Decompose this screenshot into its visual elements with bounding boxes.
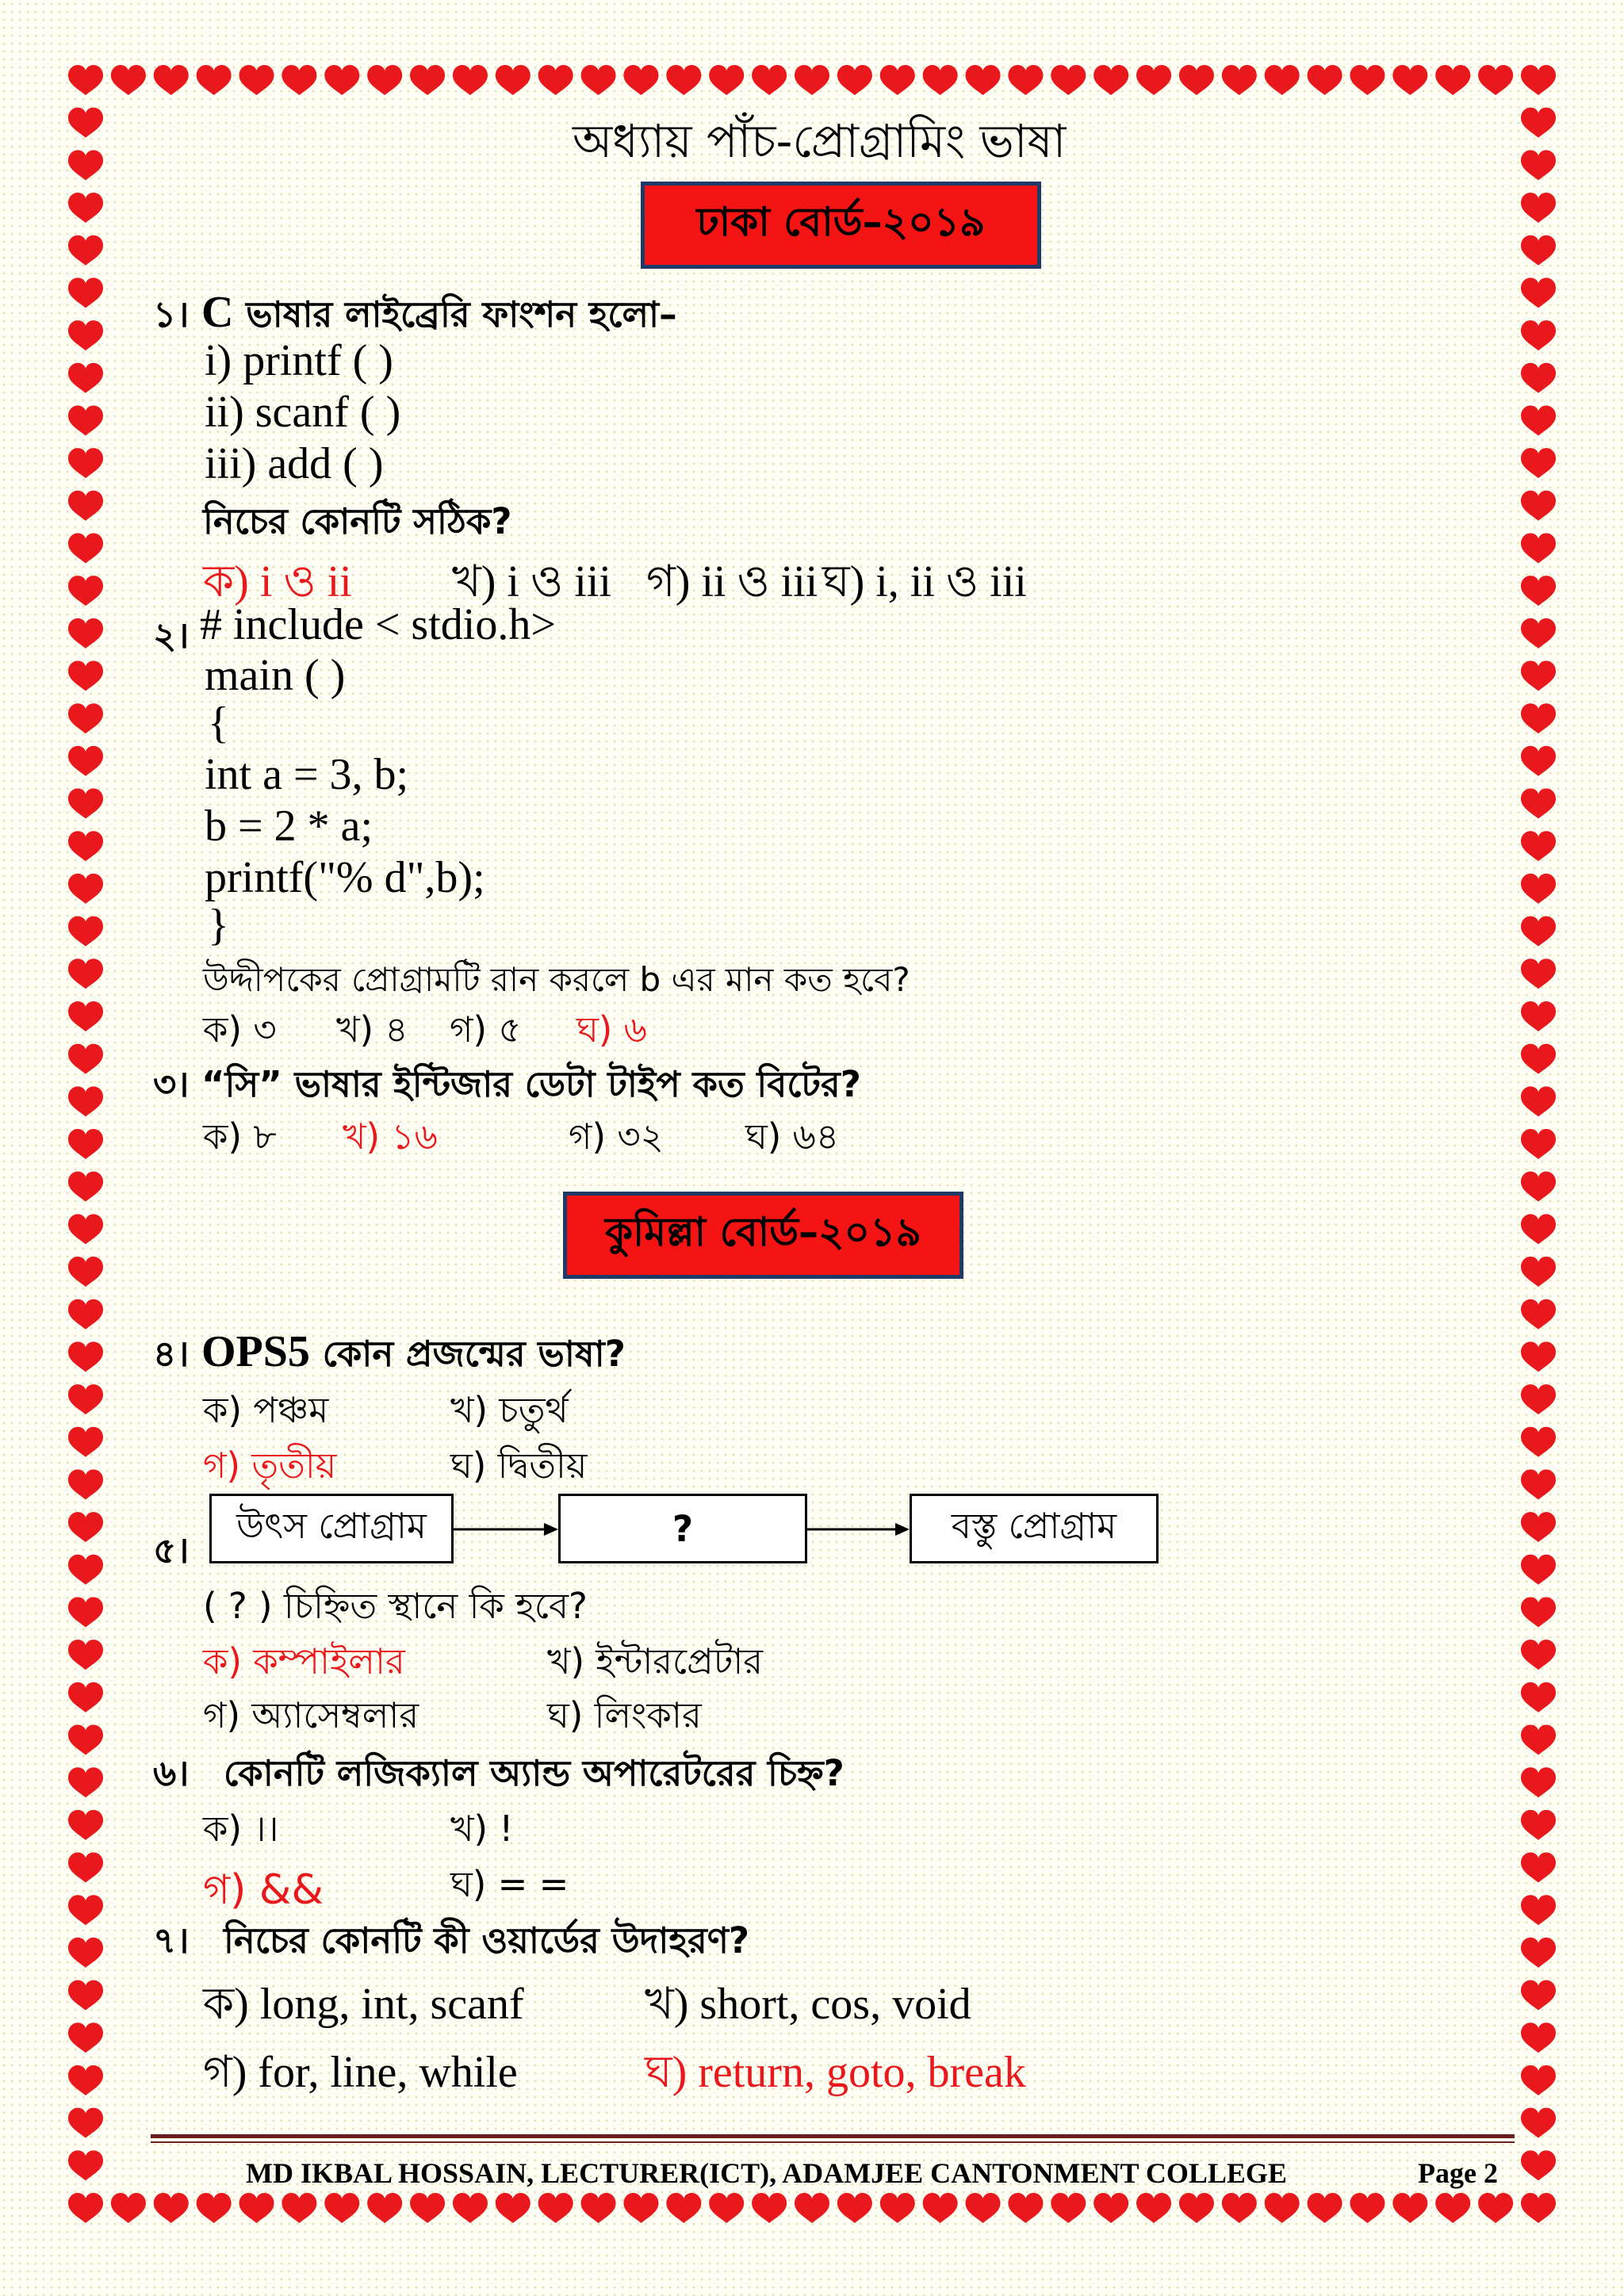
q5-option-c: গ) অ্যাসেম্বলার — [203, 1694, 419, 1736]
heart-icon — [752, 2193, 787, 2223]
heart-icon — [68, 1469, 103, 1499]
heart-icon — [1521, 533, 1556, 563]
heart-icon — [795, 2193, 829, 2223]
heart-icon — [1265, 2193, 1300, 2223]
heart-icon — [68, 1299, 103, 1330]
q7-option-a: ক) long, int, scanf — [203, 1980, 524, 2029]
heart-icon — [68, 320, 103, 350]
heart-icon — [68, 661, 103, 691]
heart-icon — [68, 746, 103, 776]
heart-icon — [1521, 1257, 1556, 1287]
heart-icon — [282, 65, 316, 95]
heart-icon — [1521, 1384, 1556, 1414]
q3-number: ৩। — [153, 1063, 190, 1105]
q1-option-d: ঘ) i, ii ও iii — [822, 557, 1027, 607]
heart-icon — [1521, 1001, 1556, 1031]
heart-icon — [68, 1341, 103, 1372]
heart-icon — [1392, 2193, 1427, 2223]
heart-icon — [1521, 1938, 1556, 1968]
heart-icon — [1435, 65, 1470, 95]
heart-icon — [581, 2193, 616, 2223]
heart-icon — [1521, 1214, 1556, 1244]
heart-icon — [1136, 65, 1171, 95]
q4-text: কোন প্রজন্মের ভাষা? — [322, 1333, 626, 1375]
heart-icon — [1521, 235, 1556, 266]
heart-icon — [1521, 1853, 1556, 1883]
heart-icon — [1222, 2193, 1257, 2223]
heart-icon — [1521, 150, 1556, 180]
q1-item: iii) add ( ) — [205, 439, 384, 488]
heart-icon — [1094, 2193, 1128, 2223]
heart-icon — [68, 2108, 103, 2138]
q1-latin: C — [201, 288, 234, 337]
q2-code-line: main ( ) — [205, 651, 346, 700]
heart-icon — [68, 1640, 103, 1670]
heart-icon — [68, 1597, 103, 1627]
q4-number: ৪। — [153, 1333, 190, 1375]
heart-icon — [1521, 789, 1556, 819]
heart-icon — [1179, 65, 1214, 95]
q6-text: কোনটি লজিক্যাল অ্যান্ড অপারেটরের চিহ্ন? — [224, 1752, 845, 1794]
heart-icon — [154, 65, 189, 95]
heart-icon — [837, 2193, 872, 2223]
heart-icon — [1521, 703, 1556, 733]
heart-icon — [1350, 65, 1385, 95]
heart-icon — [111, 65, 146, 95]
heart-icon — [538, 65, 573, 95]
q1-item: i) printf ( ) — [205, 336, 393, 385]
heart-icon — [1521, 277, 1556, 308]
heart-icon — [367, 65, 402, 95]
q7-option-c: গ) for, line, while — [203, 2048, 518, 2097]
q4-option-c: গ) তৃতীয় — [203, 1445, 337, 1487]
q5-option-b: খ) ইন্টারপ্রেটার — [547, 1640, 764, 1682]
heart-icon — [1008, 65, 1043, 95]
heart-icon — [68, 1086, 103, 1116]
heart-icon — [68, 916, 103, 947]
heart-icon — [623, 2193, 658, 2223]
heart-icon — [154, 2193, 189, 2223]
heart-icon — [68, 789, 103, 819]
q5-question: ( ? ) চিহ্নিত স্থানে কি হবে? — [203, 1585, 588, 1627]
q2-code-line: { — [208, 698, 229, 748]
heart-icon — [197, 65, 232, 95]
q4-option-a: ক) পঞ্চম — [203, 1389, 329, 1431]
heart-icon — [68, 703, 103, 733]
heart-icon — [1521, 1810, 1556, 1840]
heart-icon — [68, 2022, 103, 2053]
heart-icon — [68, 1725, 103, 1755]
heart-icon — [324, 65, 359, 95]
heart-icon — [68, 363, 103, 393]
heart-icon — [1136, 2193, 1171, 2223]
q6-number: ৬। — [153, 1752, 190, 1794]
heart-icon — [1521, 1469, 1556, 1499]
heart-icon — [966, 65, 1001, 95]
heart-icon — [1521, 2193, 1556, 2223]
heart-icon — [68, 1938, 103, 1968]
q4-option-b: খ) চতুর্থ — [450, 1389, 569, 1431]
diagram-object-box: বস্তু প্রোগ্রাম — [910, 1494, 1159, 1563]
heart-icon — [1478, 65, 1513, 95]
heart-icon — [1521, 618, 1556, 649]
heart-icon — [1521, 1725, 1556, 1755]
heart-icon — [68, 2065, 103, 2095]
heart-icon — [1521, 1640, 1556, 1670]
heart-icon — [68, 108, 103, 138]
heart-icon — [68, 618, 103, 649]
heart-icon — [1521, 1299, 1556, 1330]
heart-icon — [1521, 108, 1556, 138]
footer-author: MD IKBAL HOSSAIN, LECTURER(ICT), ADAMJEE CANTONMENT COLLEGE — [246, 2157, 1287, 2189]
heart-icon — [68, 405, 103, 435]
heart-icon — [68, 448, 103, 478]
heart-icon — [1521, 959, 1556, 989]
q5-number: ৫। — [153, 1529, 190, 1571]
heart-icon — [68, 1555, 103, 1585]
heart-icon — [1521, 2108, 1556, 2138]
heart-icon — [1521, 405, 1556, 435]
heart-icon — [68, 1044, 103, 1074]
heart-icon — [68, 277, 103, 308]
heart-icon — [111, 2193, 146, 2223]
heart-icon — [68, 1512, 103, 1542]
q7-text: নিচের কোনটি কী ওয়ার্ডের উদাহরণ? — [224, 1919, 750, 1961]
q5-option-a: ক) কম্পাইলার — [203, 1640, 405, 1682]
q2-option-b: খ) ৪ — [336, 1008, 408, 1050]
heart-icon — [1179, 2193, 1214, 2223]
heart-icon — [68, 959, 103, 989]
q7-option-b: খ) short, cos, void — [645, 1980, 971, 2029]
heart-icon — [68, 491, 103, 521]
heart-icon — [1308, 65, 1342, 95]
heart-icon — [68, 1001, 103, 1031]
heart-icon — [68, 1810, 103, 1840]
heart-icon — [68, 1980, 103, 2011]
heart-icon — [923, 2193, 958, 2223]
heart-icon — [68, 1767, 103, 1797]
footer-rule-thin — [151, 2141, 1515, 2143]
q6-option-c: গ) && — [203, 1866, 324, 1914]
heart-icon — [68, 831, 103, 861]
q3-heading — [153, 1058, 861, 1117]
q7-heading — [153, 1914, 749, 1973]
q2-number: ২। — [153, 614, 190, 656]
heart-icon — [239, 2193, 274, 2223]
q2-question: উদ্দীপকের প্রোগ্রামটি রান করলে b এর মান কত হবে? — [203, 960, 910, 999]
heart-icon — [1521, 1044, 1556, 1074]
heart-icon — [1521, 831, 1556, 861]
heart-icon — [453, 65, 488, 95]
heart-icon — [1521, 1427, 1556, 1457]
heart-icon — [1521, 1597, 1556, 1627]
heart-icon — [837, 65, 872, 95]
heart-icon — [1222, 65, 1257, 95]
q1-prompt: নিচের কোনটি সঠিক? — [203, 500, 512, 542]
heart-icon — [68, 576, 103, 606]
heart-icon — [68, 65, 103, 95]
heart-icon — [1521, 363, 1556, 393]
heart-icon — [1521, 1895, 1556, 1925]
heart-icon — [68, 533, 103, 563]
heart-icon — [880, 65, 915, 95]
q3-option-d: ঘ) ৬৪ — [745, 1115, 840, 1158]
q7-option-d: ঘ) return, goto, break — [645, 2048, 1026, 2097]
arrow-right-icon — [454, 1517, 558, 1541]
q2-code-line: # include < stdio.h> — [200, 600, 556, 649]
heart-icon — [410, 65, 445, 95]
heart-icon — [1521, 661, 1556, 691]
heart-icon — [538, 2193, 573, 2223]
q2-code-line: } — [208, 901, 229, 950]
heart-icon — [68, 193, 103, 223]
chapter-title: অধ্যায় পাঁচ-প্রোগ্রামিং ভাষা — [573, 114, 1067, 168]
q3-option-c: গ) ৩২ — [569, 1115, 664, 1158]
heart-icon — [453, 2193, 488, 2223]
heart-icon — [709, 2193, 744, 2223]
heart-icon — [1521, 1555, 1556, 1585]
heart-icon — [324, 2193, 359, 2223]
q4-latin: OPS5 — [201, 1327, 310, 1376]
heart-icon — [68, 1129, 103, 1159]
heart-icon — [880, 2193, 915, 2223]
heart-icon — [1350, 2193, 1385, 2223]
heart-icon — [1265, 65, 1300, 95]
q4-option-d: ঘ) দ্বিতীয় — [450, 1445, 588, 1487]
heart-icon — [68, 1214, 103, 1244]
q1-option-a: ক) i ও ii — [203, 557, 352, 607]
heart-icon — [752, 65, 787, 95]
diagram-unknown-box: ? — [558, 1494, 807, 1563]
q1-option-c: গ) ii ও iii — [646, 557, 818, 607]
heart-icon — [1051, 2193, 1086, 2223]
heart-icon — [68, 1682, 103, 1712]
heart-icon — [1435, 2193, 1470, 2223]
heart-icon — [623, 65, 658, 95]
q1-text: ভাষার লাইব্রেরি ফাংশন হলো– — [246, 293, 677, 335]
q7-number: ৭। — [153, 1919, 190, 1961]
footer-page-number: Page 2 — [1418, 2157, 1498, 2189]
q2-option-c: গ) ৫ — [450, 1008, 522, 1050]
heart-icon — [1521, 916, 1556, 947]
heart-icon — [1051, 65, 1086, 95]
heart-icon — [666, 2193, 701, 2223]
heart-icon — [1008, 2193, 1043, 2223]
heart-icon — [1521, 1172, 1556, 1202]
heart-icon — [282, 2193, 316, 2223]
heart-icon — [68, 1172, 103, 1202]
heart-icon — [1521, 1767, 1556, 1797]
heart-icon — [709, 65, 744, 95]
heart-icon — [496, 65, 530, 95]
heart-icon — [1521, 1086, 1556, 1116]
heart-icon — [1521, 491, 1556, 521]
heart-icon — [966, 2193, 1001, 2223]
q2-option-a: ক) ৩ — [203, 1008, 277, 1050]
diagram-source-box: উৎস প্রোগ্রাম — [209, 1494, 454, 1563]
heart-icon — [367, 2193, 402, 2223]
board-banner-cumilla: কুমিল্লা বোর্ড–২০১৯ — [563, 1192, 963, 1279]
heart-icon — [68, 874, 103, 904]
heart-icon — [666, 65, 701, 95]
q2-code-line: int a = 3, b; — [205, 750, 409, 799]
heart-icon — [1521, 1129, 1556, 1159]
heart-icon — [1094, 65, 1128, 95]
heart-icon — [1521, 1980, 1556, 2011]
footer-rule — [151, 2134, 1515, 2138]
heart-icon — [68, 2193, 103, 2223]
heart-icon — [68, 1384, 103, 1414]
heart-icon — [410, 2193, 445, 2223]
q2-code-line: printf("% d",b); — [205, 853, 485, 902]
q6-option-d: ঘ) = = — [450, 1863, 569, 1905]
q2-option-d: ঘ) ৬ — [576, 1008, 647, 1050]
heart-icon — [1521, 448, 1556, 478]
heart-icon — [1521, 576, 1556, 606]
heart-icon — [1521, 874, 1556, 904]
q6-option-b: খ) ! — [450, 1808, 514, 1850]
heart-icon — [1521, 746, 1556, 776]
heart-icon — [1521, 193, 1556, 223]
q3-text: “সি” ভাষার ইন্টিজার ডেটা টাইপ কত বিটের? — [201, 1063, 861, 1105]
heart-icon — [1308, 2193, 1342, 2223]
heart-icon — [1521, 320, 1556, 350]
q1-number: ১। — [153, 293, 190, 335]
q2-code-line: b = 2 * a; — [205, 802, 373, 851]
heart-icon — [1521, 2022, 1556, 2053]
q3-option-b: খ) ১৬ — [343, 1115, 438, 1158]
heart-icon — [68, 1257, 103, 1287]
heart-icon — [496, 2193, 530, 2223]
heart-icon — [68, 2150, 103, 2180]
heart-icon — [581, 65, 616, 95]
heart-icon — [1521, 1682, 1556, 1712]
heart-icon — [923, 65, 958, 95]
heart-icon — [68, 235, 103, 266]
heart-icon — [1521, 2150, 1556, 2180]
heart-icon — [1521, 1341, 1556, 1372]
heart-icon — [1521, 1512, 1556, 1542]
heart-icon — [1392, 65, 1427, 95]
board-banner-dhaka: ঢাকা বোর্ড–২০১৯ — [641, 182, 1041, 269]
q5-option-d: ঘ) লিংকার — [547, 1694, 702, 1736]
q1-item: ii) scanf ( ) — [205, 388, 401, 437]
heart-icon — [68, 1853, 103, 1883]
q6-option-a: ক) ।। — [203, 1808, 279, 1850]
heart-icon — [239, 65, 274, 95]
heart-icon — [795, 65, 829, 95]
heart-icon — [1521, 2065, 1556, 2095]
heart-icon — [68, 150, 103, 180]
heart-icon — [68, 1895, 103, 1925]
q1-option-b: খ) i ও iii — [452, 557, 611, 607]
heart-icon — [68, 1427, 103, 1457]
heart-icon — [1478, 2193, 1513, 2223]
q4-heading — [153, 1326, 626, 1387]
arrow-right-icon — [807, 1517, 910, 1541]
q6-heading — [153, 1747, 845, 1806]
heart-icon — [1521, 65, 1556, 95]
q3-option-a: ক) ৮ — [203, 1115, 277, 1158]
heart-icon — [197, 2193, 232, 2223]
